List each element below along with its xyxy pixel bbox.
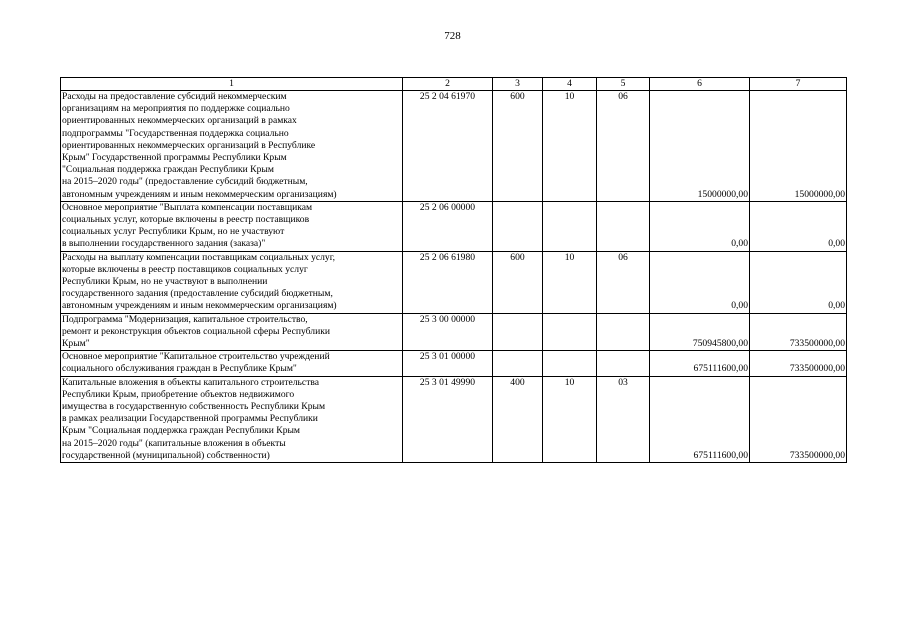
table-row [61,91,847,202]
row-expense-type: 600 [493,251,543,313]
row-expense-type [493,313,543,351]
col-header-4: 4 [543,78,597,91]
row-expense-type: 400 [493,376,543,462]
col-header-6: 6 [650,78,750,91]
page-number: 728 [444,30,461,42]
row-subsection: 06 [597,91,650,202]
row-name: Расходы на выплату компенсации поставщикам социальных услуг, которые включены в реестр поставщиков социальных услуг Республики Крым, но не участвуют в выполнении государственного задания (предоставление субсидий бюджетным, автономным учреждениям и иным некоммерческим организациям) [61,251,403,313]
table-row [61,376,847,462]
row-section [543,313,597,351]
row-name: Подпрограмма "Модернизация, капитальное строительство, ремонт и реконструкция объектов социальной сферы Республики Крым" [61,313,403,351]
row-target-code: 25 3 01 49990 [403,376,493,462]
row-amount-col6: 0,00 [650,201,750,251]
row-amount-col6: 675111600,00 [650,351,750,376]
row-subsection [597,351,650,376]
header-row [61,78,847,91]
row-target-code: 25 2 06 00000 [403,201,493,251]
row-expense-type [493,351,543,376]
row-target-code: 25 3 01 00000 [403,351,493,376]
row-name: Капитальные вложения в объекты капитального строительства Республики Крым, приобретение объектов недвижимого имущества в государственную собственность Республики Крым в рамках реализации Государственной программы Республики Крым "Социальная поддержка граждан Республики Крым на 2015–2020 годы" (капитальные вложения в объекты государственной (муниципальной) собственности) [61,376,403,462]
row-name: Основное мероприятие "Выплата компенсации поставщикам социальных услуг, которые включены в реестр поставщиков социальных услуг Республики Крым, но не участвуют в выполнении государственного задания (заказа)" [61,201,403,251]
row-expense-type: 600 [493,91,543,202]
col-header-5: 5 [597,78,650,91]
row-amount-col7: 15000000,00 [750,91,847,202]
row-section: 10 [543,376,597,462]
col-header-2: 2 [403,78,493,91]
row-target-code: 25 3 00 00000 [403,313,493,351]
table-row [61,201,847,251]
col-header-3: 3 [493,78,543,91]
row-amount-col7: 733500000,00 [750,376,847,462]
row-subsection [597,313,650,351]
row-subsection [597,201,650,251]
table-row [61,351,847,376]
row-target-code: 25 2 06 61980 [403,251,493,313]
row-section [543,351,597,376]
col-header-1: 1 [61,78,403,91]
budget-table [60,77,847,463]
row-name: Расходы на предоставление субсидий некоммерческим организациям на мероприятия по поддержке социально ориентированных некоммерческих организаций в рамках подпрограммы "Государственная поддержка социально ориентированных некоммерческих организаций в Республике Крым" Государственной программы Республики Крым "Социальная поддержка граждан Республики Крым на 2015–2020 годы" (предоставление субсидий бюджетным, автономным учреждениям и иным некоммерческим организациям) [61,91,403,202]
table-row [61,251,847,313]
table-row [61,313,847,351]
row-expense-type [493,201,543,251]
row-section: 10 [543,251,597,313]
row-amount-col6: 0,00 [650,251,750,313]
row-amount-col7: 0,00 [750,201,847,251]
row-section [543,201,597,251]
row-section: 10 [543,91,597,202]
row-amount-col7: 733500000,00 [750,313,847,351]
row-amount-col6: 750945800,00 [650,313,750,351]
row-name: Основное мероприятие "Капитальное строительство учреждений социального обслуживания граждан в Республике Крым" [61,351,403,376]
col-header-7: 7 [750,78,847,91]
row-amount-col6: 675111600,00 [650,376,750,462]
row-subsection: 06 [597,251,650,313]
row-target-code: 25 2 04 61970 [403,91,493,202]
row-amount-col7: 0,00 [750,251,847,313]
row-amount-col6: 15000000,00 [650,91,750,202]
row-amount-col7: 733500000,00 [750,351,847,376]
row-subsection: 03 [597,376,650,462]
